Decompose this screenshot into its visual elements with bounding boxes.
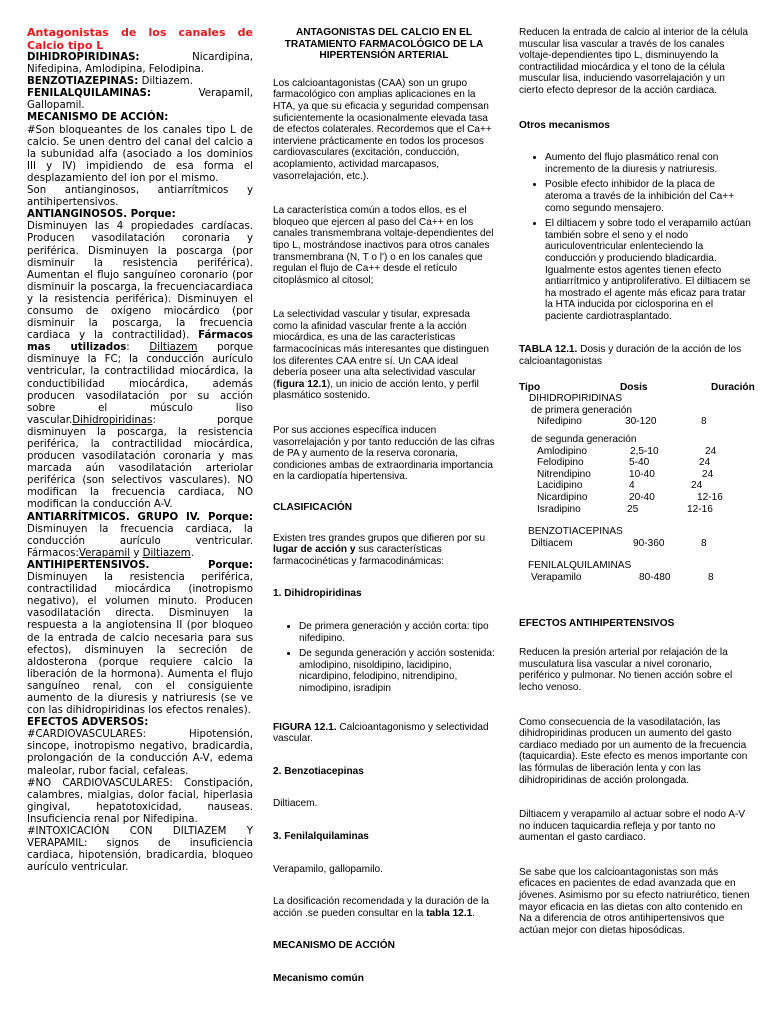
table-group (519, 526, 751, 538)
table-subgroup (519, 405, 751, 417)
drug-name: Diltiazem (142, 547, 191, 559)
table-header (519, 381, 755, 394)
cell: 5-40 (629, 457, 650, 469)
text: Diltiazem. (138, 76, 193, 88)
paragraph: Por sus acciones específica inducen vasorrelajación y por tanto reducción de las cifras de PA y aumento de la reserva coronaria, condiciones ambas de extraordinaria importancia en la cardiopatía hipertensiva. (273, 425, 495, 483)
table-ref: tabla 12.1 (426, 907, 473, 919)
drug-name: Verapamil (78, 547, 131, 559)
text: Verapamil, Gallopamil. (27, 88, 253, 112)
heading: EFECTOS ANTIHIPERTENSIVOS (519, 617, 675, 629)
paragraph: Se sabe que los calcioantagonistas son más eficaces en pacientes de edad avanzada que en jóvenes. Asimismo por su efecto natriurético, tienen mayor eficacia en las dietas con alto contenido en Na a diferencia de otros antihipertensivos que actúan mejor con dietas hiposódicas. (519, 866, 750, 936)
label: ANTIARRÍTMICOS. GRUPO IV. Porque: (27, 511, 253, 523)
heading: CLASIFICACIÓN (273, 502, 353, 513)
text: Disminuyen la frecuencia cardiaca, la conducción aurículo ventricular. Fármacos: (27, 523, 253, 559)
cell: Nitrendipino (537, 468, 591, 480)
cell: Diltiacem (531, 537, 573, 549)
text: La dosificación recomendada y la duración de la acción .se pueden consultar en la (273, 896, 490, 919)
heading: ANTIANGINOSOS. Porque: (27, 209, 176, 221)
drug-name: Dihidropiridinas (72, 414, 153, 426)
cell: 24 (702, 468, 714, 480)
cell: 8 (701, 416, 707, 428)
text: : porque disminuyen la poscarga, la resistencia periférica, la contractilidad miocárdica, producen vasodilatación coronaria y mas marcada aún vasodilatación arteriolar periférica (son selectivos vasculares). NO modifican la frecuencia cardiaca, NO modifican la conducción A-V. (27, 414, 253, 511)
column-header: Tipo (519, 381, 541, 393)
cell: Felodipino (537, 457, 584, 469)
heading: EFECTOS ADVERSOS: (27, 717, 149, 729)
cell: 24 (699, 457, 711, 469)
heading: 3. Fenilalquilaminas (273, 830, 369, 842)
heading: 2. Benzotiacepinas (273, 765, 364, 777)
figure-ref: figura 12.1 (276, 378, 327, 390)
cell: 12-16 (697, 492, 723, 503)
column-header: Dosis (620, 381, 648, 393)
cell: 20-40 (629, 492, 655, 503)
cell: 24 (691, 480, 703, 492)
paragraph (27, 88, 253, 112)
bullet-list (519, 152, 751, 322)
table-row (519, 538, 751, 550)
heading: 1. Dihidropiridinas (273, 588, 362, 600)
paragraph (27, 76, 253, 88)
cell: Nicardipino (537, 492, 588, 503)
subgroup-label: de primera generación (531, 404, 632, 416)
text: . (472, 907, 476, 919)
column-left (27, 26, 253, 874)
paragraph: Como consecuencia de la vasodilatación, las dihidropiridinas producen un aumento del gasto cardiaco mediado por un aumento de la frecuencia (taquicardia). Este efecto es menos importante con las fórmulas de liberación lenta y con las dihidropiridinas de acción prolongada. (519, 716, 748, 786)
text: Disminuyen las 4 propiedades cardíacas. Producen vasodilatación coronaria y periférica. Disminuyen la poscarga (por disminuir la resistencia periférica). Aumentan el flujo sanguíneo coronario (por disminuir la poscarga, la frecuenciacardiaca y la resistencia periférica). Disminuyen el consumo de oxígeno miocárdico (por disminuir la poscarga, la frecuencia cardiaca y la contractilidad). (27, 221, 253, 342)
text: . (190, 547, 194, 559)
text: La selectividad vascular y tisular, expresada como la afinidad vascular frente a la acción miocárdica, es una de las características farmacocínicas más interesantes que distinguen los diferentes CAA entre sí. Un CAA ideal debería poseer una alta selectividad vascular ( (273, 309, 490, 390)
list-item: • De primera generación y acción corta: tipo nifedipino. (299, 621, 495, 644)
cell: Lacidipino (537, 480, 583, 492)
table-row (519, 504, 751, 516)
paragraph: #Son bloqueantes de los canales tipo L de calcio. Se unen dentro del canal del calcio a la subunidad alfa (asociado a los dominios III y IV) impidiendo de esa forma el desplazamiento del ion por el mismo. (27, 124, 253, 184)
figure-caption (273, 722, 495, 745)
table-row (519, 480, 751, 492)
list-item: • Aumento del flujo plasmático renal con incremento de la diuresis y natriuresis. (545, 152, 751, 175)
paragraph: Verapamilo, gallopamilo. (273, 863, 383, 875)
cell: Nifedipino (537, 416, 582, 428)
paragraph: Reducen la presión arterial por relajación de la musculatura lisa vascular a nivel coronario, periférico y pulmonar. No tienen acción sobre el lecho venoso. (519, 647, 733, 693)
paragraph (273, 309, 495, 402)
cell: 24 (705, 445, 717, 457)
label: Fármacos mas utilizados (27, 330, 253, 354)
table-row (519, 457, 751, 469)
paragraph (27, 52, 253, 76)
text: Dosis y duración de la acción de los calcioantagonistas (519, 344, 742, 368)
column-header: Duración (711, 381, 755, 393)
paragraph: #NO CARDIOVASCULARES: Constipación, calambres, mialgias, dolor facial, hiperlasia gingival, hepatotoxicidad, nauseas. Insuficiencia renal por Nifedipina. (27, 777, 253, 825)
table-row (519, 446, 751, 458)
paragraph (27, 512, 253, 560)
paragraph: La característica común a todos ellos, es el bloqueo que ejercen al paso del Ca++ en los canales transmembrana voltaje-dependientes del tipo L, mostrándose inactivos para otros canales transmembrana (N, T o l') o en los canales que regulan el flujo de Ca++ desde el retículo citoplásmico al citosol; (273, 205, 494, 286)
paragraph: Diltiacem y verapamilo al actuar sobre el nodo A-V no inducen taquicardia refleja y por tanto no aumentan el gasto cardiaco. (519, 809, 746, 844)
bullet-list (273, 621, 495, 695)
text: porque disminuye la FC; la conducción aurículo ventricular, la contractilidad miocárdica, la conductibilidad miocárdica, además producen vasodilatación por su acción sobre el músculo liso vascular. (27, 342, 254, 426)
column-right (519, 27, 755, 936)
list-item: • De segunda generación y acción sostenida: amlodipino, nisoldipino, lacidipino, nicardipino, felodipino, nitrendipino, nimodipino, isradipin (299, 648, 495, 694)
text: Existen tres grandes grupos que difieren por su (273, 532, 486, 544)
table-group (519, 393, 751, 405)
table-row (519, 572, 751, 584)
cell: 8 (708, 571, 714, 583)
text: Calcioantagonismo y selectividad vascular. (273, 721, 489, 745)
table-row (519, 416, 751, 428)
paragraph: #CARDIOVASCULARES: Hipotensión, sincope, inotropismo negativo, bradicardia, prolongación de la conducción A-V, edema maleolar, rubor facial, cefaleas. (27, 729, 253, 777)
group-label: DIHIDROPIRIDINAS (529, 393, 623, 405)
subgroup-label: de segunda generación (531, 434, 637, 446)
emphasis: lugar de acción y (273, 544, 356, 556)
table-group (519, 560, 751, 572)
label: FIGURA 12.1. (273, 721, 337, 733)
paragraph (27, 560, 253, 717)
cell: Amlodipino (537, 445, 587, 457)
label: ANTIHIPERTENSIVOS. Porque: (27, 559, 253, 571)
label: FENILALQUILAMINAS: (27, 88, 151, 100)
label: TABLA 12.1. (519, 344, 578, 356)
table-row (519, 469, 751, 481)
label: DIHIDROPIRIDINAS: (27, 52, 140, 63)
section-title: Antagonistas de los canales de Calcio tipo L (27, 26, 253, 52)
text: : (126, 342, 130, 354)
cell: 12-16 (687, 503, 713, 515)
heading: MECANISMO DE ACCIÓN: (27, 112, 169, 124)
cell: Isradipino (537, 503, 581, 515)
drug-name: Diltiazem (149, 342, 198, 354)
paragraph (273, 533, 495, 568)
list-item: • Posible efecto inhibidor de la placa de ateroma a través de la inhibición del Ca++ como segundo mensajero. (545, 179, 751, 214)
label: BENZOTIAZEPINAS: (27, 76, 139, 88)
cell: 8 (701, 537, 707, 549)
cell: 2,5-10 (630, 445, 659, 457)
cell: Verapamilo (531, 571, 582, 583)
text: Nicardipina, Nifedipina, Amlodipina, Felodipina. (27, 52, 253, 76)
column-middle (273, 27, 495, 984)
table-subgroup (519, 434, 751, 446)
text: sus características farmacocinéticas y farmacodinámicas: (273, 544, 445, 567)
paragraph: Son antianginosos, antiarrítmicos y antihipertensivos. (27, 185, 253, 209)
dose-table (519, 381, 755, 584)
paragraph: Diltiacem. (273, 798, 318, 810)
heading: MECANISMO DE ACCIÓN (273, 940, 395, 952)
text: Disminuyen la resistencia periférica, contractilidad miocárdica (inotropismo negativo), el volumen minuto. Producen vasodilatación directa. Disminuyen la respuesta a la angiotensina II (por bloqueo de la entrada de calcio necesaria para sus efectos), disminuyen la secreción de aldosterona (porque requiere calcio la liberación de la hormona). Aumenta el flujo sanguíneo renal, con el consiguiente aumento de la diuresis y natriuresis (se ve con las dihidropiridinas los efectos renales). (27, 572, 253, 717)
cell: 10-40 (629, 468, 655, 480)
table-row (519, 492, 751, 504)
cell: 80-480 (639, 571, 671, 583)
text: ), un inicio de acción lento, y perfil plasmático sostenido. (273, 378, 479, 402)
group-label: BENZOTIACEPINAS (528, 526, 623, 538)
paragraph: Los calcioantagonistas (CAA) son un grupo farmacológico con amplias aplicaciones en la HTA, ya que su eficacia y seguridad compensan suficientemente la ocasionalmente elevada tasa de efectos colaterales. Recordemos que el Ca++ interviene prácticamente en todos los procesos cardiovasculares (excitación, conducción, acoplamiento, actividad marcapasos, vasorrelajación, etc.). (273, 77, 492, 182)
cell: 4 (629, 480, 635, 492)
cell: 30-120 (625, 416, 657, 428)
cell: 25 (627, 503, 639, 515)
text: y (130, 547, 143, 559)
paragraph: Reducen la entrada de calcio al interior de la célula muscular lisa vascular a través de los canales voltaje-dependientes tipo L, disminuyendo la contractilidad miocárdica y el tono de la célula muscular lisa, induciendo vasorrelajación y un cierto efecto depresor de la acción cardiaca. (519, 27, 748, 96)
table-caption (519, 344, 751, 367)
paragraph: #INTOXICACIÓN CON DILTIAZEM Y VERAPAMIL: signos de insuficiencia cardiaca, hipotensión, bradicardia, bloqueo aurículo ventricular. (27, 826, 253, 874)
subheading: Mecanismo común (273, 972, 364, 984)
group-label: FENILALQUILAMINAS (528, 560, 632, 572)
list-item: • El diltiacem y sobre todo el verapamilo actúan también sobre el seno y el nodo auriculoventricular enlenteciendo la conducción y produciendo bladicardia. Igualmente estos agentes tienen efecto antiarrítmico y antiproliferativo. El diltiacem se ha mostrado el agente más eficaz para tratar la HTA inducida por ciclosporina en el paciente cardiotrasplantado. (545, 218, 751, 322)
heading: Otros mecanismos (519, 119, 610, 131)
paragraph (27, 221, 253, 511)
paragraph (273, 896, 495, 919)
article-title: ANTAGONISTAS DEL CALCIO EN EL TRATAMIENTO FARMACOLÓGICO DE LA HIPERTENSIÓN ARTERIAL (284, 27, 484, 62)
cell: 90-360 (633, 537, 665, 549)
